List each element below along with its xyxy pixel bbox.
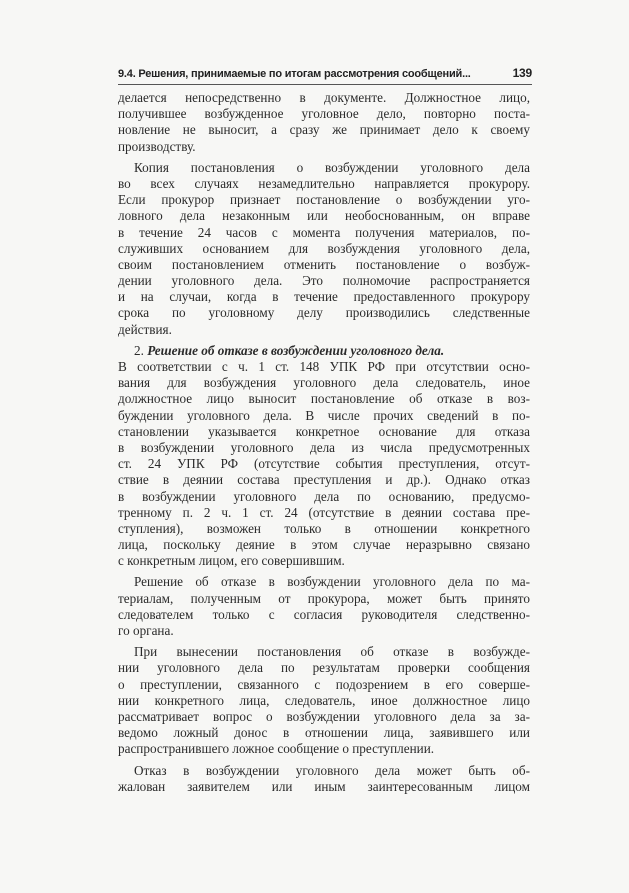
text-line: нии конкретного лица, следователь, иное должностное лицо (118, 692, 530, 708)
text-line: При вынесении постановления об отказе в возбужде- (134, 644, 530, 660)
section-number: 2. (134, 342, 148, 358)
text-line: вания для возбуждения уголовного дела следователь, иное (118, 375, 530, 391)
text-line: служивших основанием для возбуждения уголовного дела, (118, 240, 530, 256)
text-line: в возбуждении уголовного дела по основанию, предусмо- (118, 488, 530, 504)
text-line: делается непосредственно в документе. Должностное лицо, (118, 90, 530, 105)
text-line: о преступлении, связанного с подозрением в его совершe- (118, 676, 530, 692)
text-line: производству. (118, 138, 196, 154)
text-line: териалам, полученным от прокурора, может быть принято (118, 590, 530, 606)
running-title: 9.4. Решения, принимаемые по итогам рассмотрения сообщений... (118, 68, 471, 80)
text-line: в возбуждении уголовного дела из числа предусмотренных (118, 439, 530, 455)
text-line: ст. 24 УПК РФ (отсутствие события преступления, отсут- (118, 456, 530, 472)
section-heading: Решение об отказе в возбуждении уголовного дела. (147, 342, 445, 358)
text-line: жалован заявителем или иным заинтересованным лицом (118, 778, 530, 794)
text-line: своим постановлением отменить постановление о возбуж- (118, 256, 530, 272)
text-line: действия. (118, 321, 172, 337)
text-line: дении уголовного дела. Это полномочие распространяется (118, 273, 530, 289)
text-line: рассматривает вопрос о возбуждении уголовного дела за за- (118, 708, 530, 724)
text-line: следователем только с согласия руководителя следственно- (118, 606, 530, 622)
text-line: должностное лицо выносит постановление об отказе в воз- (118, 391, 530, 407)
text-line: с конкретным лицом, его совершившим. (118, 553, 345, 569)
text-line: ступления), возможен только в отношении конкретного (118, 520, 530, 536)
text-line: во всех случаях незамедлительно направляется прокурору. (118, 175, 530, 191)
text-line: становлении указывается конкретное основание для отказа (118, 423, 530, 439)
text-line: получившее возбужденное уголовное дело, повторно поста- (118, 106, 530, 122)
text-line: и на случаи, когда в течение предоставленного прокурору (118, 289, 530, 305)
text-line: В соответствии с ч. 1 ст. 148 УПК РФ при отсутствии осно- (118, 359, 530, 374)
text-line: распространившего ложное сообщение о преступлении. (118, 741, 435, 757)
text-line: новление не выносит, а сразу же принимает дело к своему (118, 122, 530, 138)
paragraph (118, 160, 530, 338)
running-header (118, 66, 532, 80)
text-line: в течение 24 часов с момента получения материалов, по- (118, 224, 530, 240)
text-line: нии уголовного дела по результатам проверки сообщения (118, 660, 530, 676)
text-line: буждении уголовного дела. В числе прочих сведений в по- (118, 407, 530, 423)
header-rule (118, 84, 532, 85)
page-number: 139 (512, 66, 532, 80)
text-body (118, 90, 530, 800)
text-line: Если прокурор признает постановление о возбуждении уго- (118, 192, 530, 208)
paragraph (118, 574, 530, 639)
text-line: Решение об отказе в возбуждении уголовного дела по ма- (134, 574, 530, 590)
text-line: Отказ в возбуждении уголовного дела может быть об- (134, 762, 530, 778)
paragraph (118, 763, 530, 795)
text-line: Копия постановления о возбуждении уголовного дела (134, 159, 530, 175)
text-line: ствие в деянии состава преступления и др.). Однако отказ (118, 472, 530, 488)
text-line: тренному п. 2 ч. 1 ст. 24 (отсутствие в деянии состава пре- (118, 504, 530, 520)
paragraph (118, 90, 530, 155)
text-line: го органа. (118, 623, 174, 638)
paragraph (118, 644, 530, 757)
paragraph (118, 343, 530, 570)
text-line: ловного дела незаконным или необоснованным, он вправе (118, 208, 530, 224)
text-line: срока по уголовному делу производились следственные (118, 305, 530, 321)
section-heading-line (118, 343, 530, 359)
text-line: лица, поскольку деяние в этом случае неразрывно связано (118, 537, 530, 553)
text-line: ведомо ложный донос в отношении лица, заявившего или (118, 725, 530, 741)
